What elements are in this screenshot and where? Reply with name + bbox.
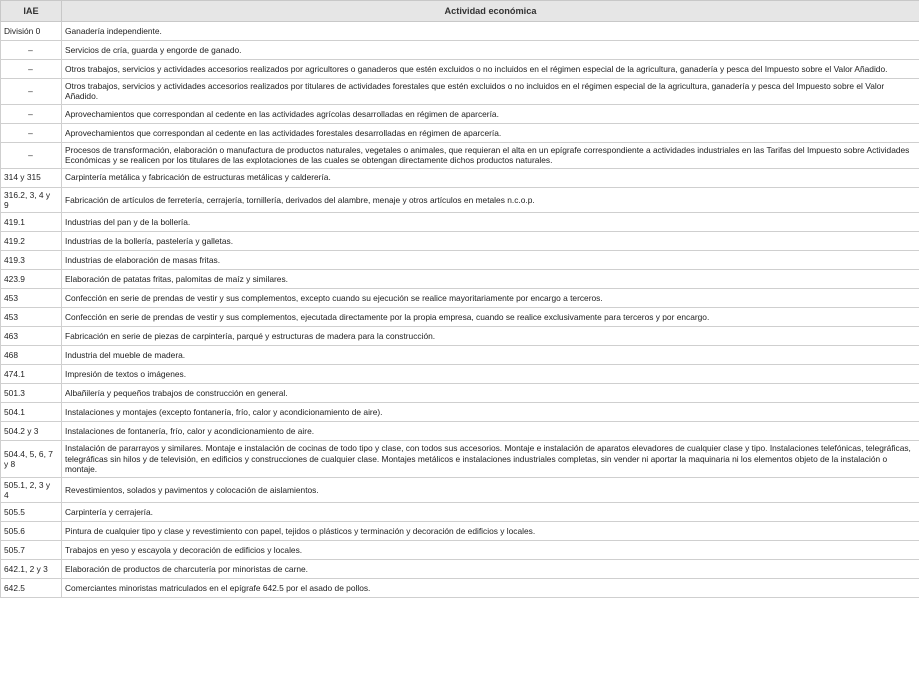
- column-header-iae: IAE: [1, 1, 62, 22]
- activity-cell: Aprovechamientos que correspondan al cedente en las actividades agrícolas desarrolladas en régimen de aparcería.: [62, 104, 919, 123]
- table-row: [1, 60, 919, 79]
- iae-code-cell: 504.2 y 3: [1, 422, 62, 441]
- table-row: [1, 308, 919, 327]
- activity-cell: Confección en serie de prendas de vestir y sus complementos, ejecutada directamente por la propia empresa, cuando se realice exclusivamente para terceros y por encargo.: [62, 308, 919, 327]
- iae-code-cell: 423.9: [1, 270, 62, 289]
- iae-code-cell: 453: [1, 289, 62, 308]
- activity-cell: Carpintería y cerrajería.: [62, 503, 919, 522]
- iae-code-cell: –: [1, 60, 62, 79]
- iae-code-cell: 642.5: [1, 579, 62, 598]
- table-row: [1, 365, 919, 384]
- iae-code-cell: 314 y 315: [1, 168, 62, 187]
- iae-code-cell: 463: [1, 327, 62, 346]
- iae-code-cell: 505.5: [1, 503, 62, 522]
- activity-cell: Trabajos en yeso y escayola y decoración de edificios y locales.: [62, 541, 919, 560]
- iae-code-cell: –: [1, 123, 62, 142]
- iae-code-cell: 419.1: [1, 213, 62, 232]
- table-row: [1, 123, 919, 142]
- activity-cell: Albañilería y pequeños trabajos de construcción en general.: [62, 384, 919, 403]
- table-row: [1, 403, 919, 422]
- table-row: [1, 441, 919, 477]
- table-row: [1, 270, 919, 289]
- activity-cell: Revestimientos, solados y pavimentos y colocación de aislamientos.: [62, 477, 919, 503]
- iae-code-cell: –: [1, 79, 62, 105]
- activity-cell: Elaboración de productos de charcutería por minoristas de carne.: [62, 560, 919, 579]
- iae-code-cell: –: [1, 104, 62, 123]
- table-row: [1, 168, 919, 187]
- activity-cell: Industrias del pan y de la bollería.: [62, 213, 919, 232]
- iae-code-cell: –: [1, 142, 62, 168]
- iae-code-cell: 501.3: [1, 384, 62, 403]
- activity-cell: Industrias de elaboración de masas fritas.: [62, 251, 919, 270]
- table-row: [1, 477, 919, 503]
- activity-cell: Impresión de textos o imágenes.: [62, 365, 919, 384]
- table-row: [1, 522, 919, 541]
- table-row: [1, 232, 919, 251]
- activity-cell: Pintura de cualquier tipo y clase y revestimiento con papel, tejidos o plásticos y terminación y decoración de edificios y locales.: [62, 522, 919, 541]
- table-row: [1, 213, 919, 232]
- activity-cell: Industrias de la bollería, pastelería y galletas.: [62, 232, 919, 251]
- table-row: [1, 79, 919, 105]
- table-row: [1, 541, 919, 560]
- iae-code-cell: 505.7: [1, 541, 62, 560]
- activity-cell: Aprovechamientos que correspondan al cedente en las actividades forestales desarrolladas en régimen de aparcería.: [62, 123, 919, 142]
- iae-code-cell: 504.1: [1, 403, 62, 422]
- activity-cell: Carpintería metálica y fabricación de estructuras metálicas y calderería.: [62, 168, 919, 187]
- iae-code-cell: 468: [1, 346, 62, 365]
- activity-cell: Elaboración de patatas fritas, palomitas de maíz y similares.: [62, 270, 919, 289]
- activity-cell: Fabricación de artículos de ferretería, cerrajería, tornillería, derivados del alambre, menaje y otros artículos en metales n.c.o.p.: [62, 187, 919, 213]
- activity-cell: Instalación de pararrayos y similares. Montaje e instalación de cocinas de todo tipo y clase, con todos sus accesorios. Montaje e instalación de aparatos elevadores de cualquier clase y tipo. Instalaciones telefónicas, telegráficas, telegráficas sin hilos y de televisión, en edificios y construcciones de cualquier clase. Montajes metálicos e instalaciones industriales completas, sin vender ni aportar la maquinaria ni los elementos objeto de la instalación o montaje.: [62, 441, 919, 477]
- iae-code-cell: 419.3: [1, 251, 62, 270]
- column-header-activity: Actividad económica: [62, 1, 919, 22]
- iae-code-cell: 504.4, 5, 6, 7 y 8: [1, 441, 62, 477]
- table-row: [1, 187, 919, 213]
- activity-cell: Comerciantes minoristas matriculados en el epígrafe 642.5 por el asado de pollos.: [62, 579, 919, 598]
- activity-cell: Procesos de transformación, elaboración o manufactura de productos naturales, vegetales o animales, que requieran el alta en un epígrafe correspondiente a actividades industriales en las Tarifas del Impuesto sobre Actividades Económicas y se realicen por los titulares de las explotaciones de las cuales se obtengan directamente dichos productos naturales.: [62, 142, 919, 168]
- activity-cell: Instalaciones y montajes (excepto fontanería, frío, calor y acondicionamiento de aire).: [62, 403, 919, 422]
- table-row: [1, 41, 919, 60]
- activity-cell: Confección en serie de prendas de vestir y sus complementos, excepto cuando su ejecución se realice mayoritariamente por encargo a terceros.: [62, 289, 919, 308]
- table-row: [1, 346, 919, 365]
- iae-code-cell: 419.2: [1, 232, 62, 251]
- table-row: [1, 289, 919, 308]
- table-header-row: [1, 1, 919, 22]
- activity-cell: Instalaciones de fontanería, frío, calor y acondicionamiento de aire.: [62, 422, 919, 441]
- table-row: [1, 560, 919, 579]
- iae-code-cell: 453: [1, 308, 62, 327]
- table-row: [1, 422, 919, 441]
- iae-code-cell: División 0: [1, 22, 62, 41]
- table-row: [1, 251, 919, 270]
- table-row: [1, 142, 919, 168]
- table-row: [1, 384, 919, 403]
- activity-cell: Industria del mueble de madera.: [62, 346, 919, 365]
- table-row: [1, 327, 919, 346]
- iae-code-cell: 505.1, 2, 3 y 4: [1, 477, 62, 503]
- activity-cell: Servicios de cría, guarda y engorde de ganado.: [62, 41, 919, 60]
- iae-code-cell: 642.1, 2 y 3: [1, 560, 62, 579]
- table-row: [1, 104, 919, 123]
- activity-cell: Otros trabajos, servicios y actividades accesorios realizados por titulares de actividades forestales que estén excluidos o no incluidos en el régimen especial de la agricultura, ganadería y pesca del Impuesto sobre el Valor Añadido.: [62, 79, 919, 105]
- table-row: [1, 579, 919, 598]
- activity-cell: Ganadería independiente.: [62, 22, 919, 41]
- activity-cell: Fabricación en serie de piezas de carpintería, parqué y estructuras de madera para la construcción.: [62, 327, 919, 346]
- table-row: [1, 503, 919, 522]
- activity-cell: Otros trabajos, servicios y actividades accesorios realizados por agricultores o ganaderos que estén excluidos o no incluidos en el régimen especial de la agricultura, ganadería y pesca del Impuesto sobre el Valor Añadido.: [62, 60, 919, 79]
- iae-code-cell: –: [1, 41, 62, 60]
- iae-code-cell: 316.2, 3, 4 y 9: [1, 187, 62, 213]
- iae-code-cell: 505.6: [1, 522, 62, 541]
- iae-code-cell: 474.1: [1, 365, 62, 384]
- table-row: [1, 22, 919, 41]
